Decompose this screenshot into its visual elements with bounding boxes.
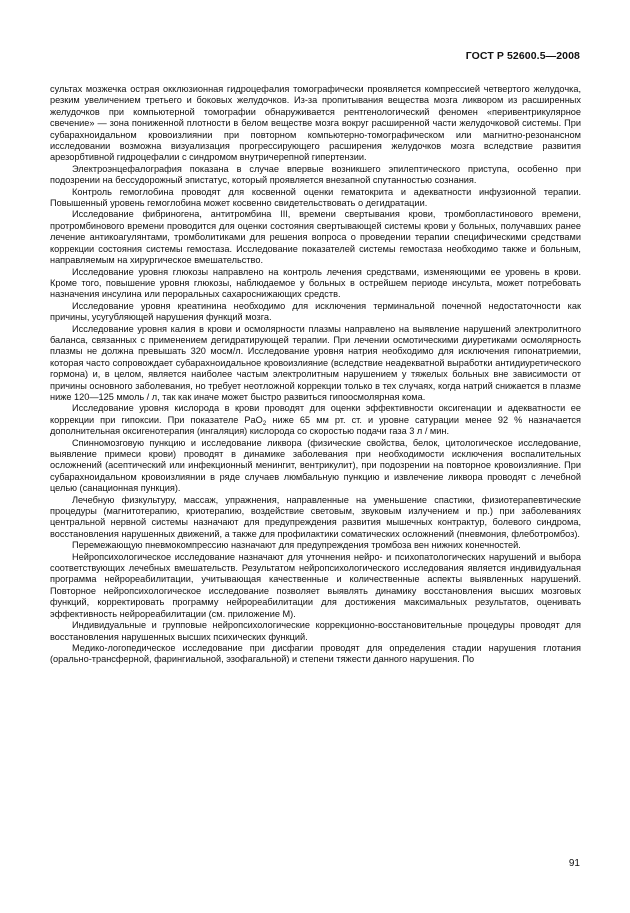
oxygen-text-part2: ниже 65 мм рт. ст. и уровне сатурации менее 92 % назначается дополнительная оксигенотерапия (ингаляция) кислорода со скоростью подачи газа 3 л / мин. [50, 414, 582, 437]
paragraph: Исследование фибриногена, антитромбина III, времени свертывания крови, тромбопластинового времени, протромбинового времени проводится для оценки состояния свертывающей системы крови у больных, получавших ранее лечение антикоагулянтами, тромболитиками для решения вопроса о проведении терапии специфическими средствами коррекции состояния системы гемостаза. Исследование показателей системы гемостаза необходимо также и больным, направляемым на хирургическое вмешательство. [50, 209, 581, 266]
paragraph: Контроль гемоглобина проводят для косвенной оценки гематокрита и адекватности инфузионной терапии. Повышенный уровень гемоглобина может косвенно свидетельствовать о дегидратации. [50, 186, 581, 209]
body-text [50, 84, 581, 666]
paragraph: Медико-логопедическое исследование при дисфагии проводят для определения стадии нарушения глотания (орально-трансферной, фарингиальной, эзофагальной) и степени тяжести данного нарушения. По [50, 642, 581, 665]
paragraph: Электроэнцефалография показана в случае впервые возникшего эпилептического приступа, особенно при подозрении на бессудорожный эпистатус, который проявляется внезапной спутанностью сознания. [50, 163, 581, 186]
standard-header: ГОСТ Р 52600.5—2008 [465, 50, 580, 62]
paragraph: Индивидуальные и групповые нейропсихологические коррекционно-восстановительные процедуры проводят для восстановления нарушенных высших психических функций. [50, 620, 581, 642]
paragraph: Исследование уровня креатинина необходимо для исключения терминальной почечной недостаточности как причины, усугубляющей нарушения функций мозга. [50, 300, 581, 323]
paragraph: Нейропсихологическое исследование назначают для уточнения нейро- и психопатологических нарушений и выбора соответствующих лечебных вмешательств. Результатом нейропсихологического исследования является индивидуальная программа нейрореабилитации, учитывающая качественные и количественные аспекты выявленных нарушений. Повторное нейропсихологическое исследование позволяет выявлять динамику восстановления высших мозговых функций, корректировать программу нейрореабилитации для достижения максимальных результатов, оценивать эффективность нейрореабилитации (см. приложение М). [50, 551, 581, 619]
paragraph: Перемежающую пневмокомпрессию назначают для предупреждения тромбоза вен нижних конечностей. [72, 540, 521, 551]
paragraph: сультах мозжечка острая окклюзионная гидроцефалия томографически проявляется компрессией четвертого желудочка, резким увеличением третьего и боковых желудочков. Из-за пропитывания вещества мозга ликвором из расширенных желудочков при компьютерной томографии обнаруживается рентгенологический феномен «перивентрикулярное свечение» — зона пониженной плотности в белом веществе мозга вокруг расширенной части желудочковой системы. При субарахноидальном кровоизлиянии при повторном компьютерно-томографическом или магнитно-резонансном исследовании возможна визуализация прогрессирующего расширения желудочков мозга вследствие развития арезорбтивной гидроцефалии с синдромом внутричерепной гипертензии. [50, 84, 581, 163]
paragraph: Исследование уровня глюкозы направлено на контроль лечения средствами, изменяющими ее уровень в крови. Кроме того, повышение уровня глюкозы, наблюдаемое у больных в острейшем периоде инсульта, может потребовать назначения инсулина или пероральных сахароснижающих средств. [50, 266, 581, 300]
oxygen-subscript: 2 [262, 419, 267, 427]
paragraph-oxygen [50, 403, 581, 437]
paragraph: Исследование уровня калия в крови и осмолярности плазмы направлено на выявление нарушений электролитного баланса, связанных с применением дегидратирующей терапии. При лечении осмотическими диуретиками осмолярность плазмы не должна превышать 320 мосм/л. Исследование уровня натрия необходимо для исключения гипонатриемии, которая часто сопровождает субарахноидальное кровоизлияние (вследствие неадекватной выработки антидиуретического гормона) и, в целом, является наиболее частым электролитным нарушением у тяжелых больных вне зависимости от причины основного заболевания, но требует неотложной коррекции только в тех случаях, когда натрий снижается в плазме ниже 120—125 ммоль / л, так как иначе может быстро развиться гипоосмолярная кома. [50, 323, 581, 402]
paragraph: Лечебную физкультуру, массаж, упражнения, направленные на уменьшение спастики, физиотерапевтические процедуры (магнитотерапию, криотерапию, воздействие световым, звуковым излучением и пр.) при заболеваниях центральной нервной системы назначают для предупреждения развития мышечных контрактур, болевого синдрома, восстановления нарушенных движений, а также для профилактики соматических осложнений (пневмония, флеботромбоз). [50, 494, 581, 539]
paragraph: Спинномозговую пункцию и исследование ликвора (физические свойства, белок, цитологическое исследование, выявление примеси крови) проводят в динамике заболевания при необходимости исключения воспалительных осложнений (асептический или инфекционный менингит, вентрикулит), при подозрении на повторное кровоизлияние. При субарахноидальном кровоизлиянии в ряде случаев люмбальную пункцию и извлечение ликвора проводят с лечебной целью (санационная пункция). [50, 437, 581, 494]
page-number: 91 [568, 858, 580, 869]
oxygen-text-part1: Исследование уровня кислорода в крови проводят для оценки эффективности оксигенации и адекватности ее коррекции при гипоксии. При показателе PaO [50, 403, 581, 425]
